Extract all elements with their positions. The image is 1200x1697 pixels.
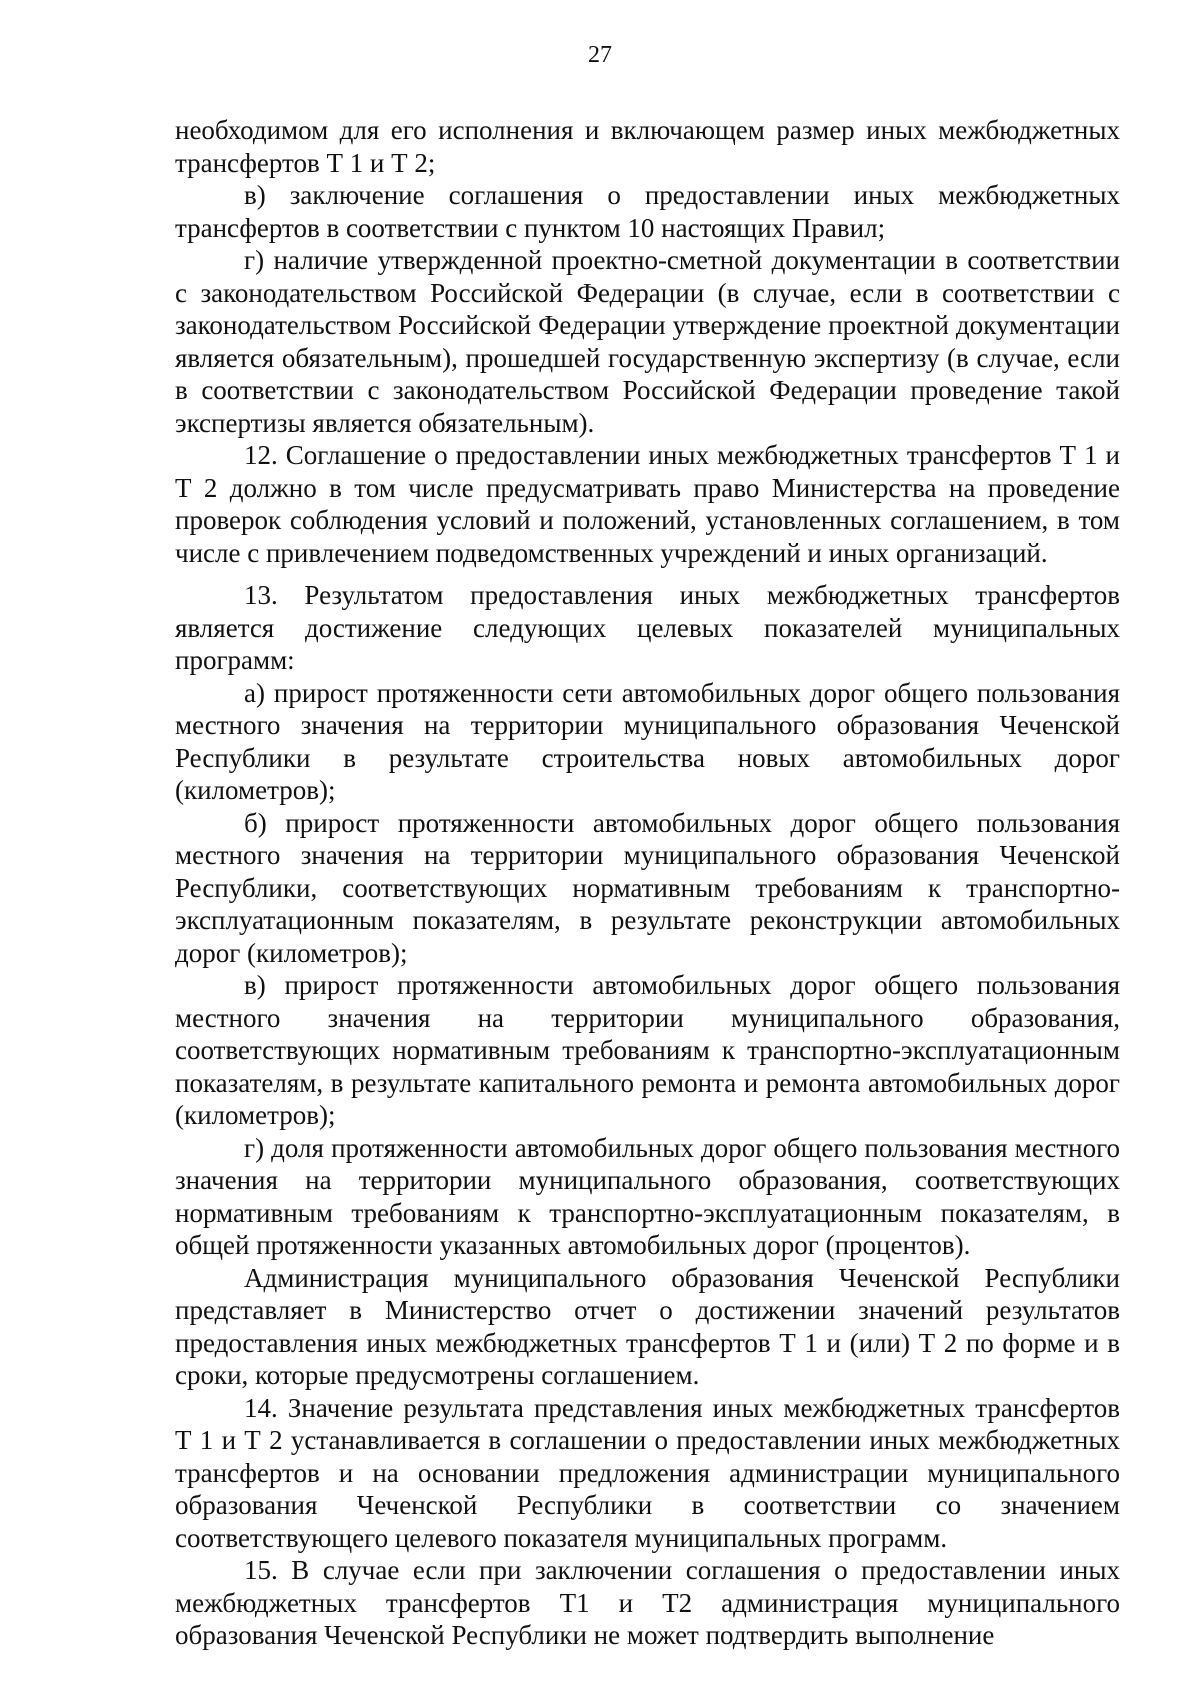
paragraph-13-item-g: г) доля протяженности автомобильных дорог общего пользования местного значения на территории муниципального образования, соответствующих нормативным требованиям к транспортно-эксплуатационным показателям, в общей протяженности указанных автомобильных дорог (процентов).: [175, 1132, 1120, 1260]
paragraph-item-g-documentation: г) наличие утвержденной проектно-сметной документации в соответствии с законодательством Российской Федерации (в случае, если в соответствии с законодательством Российской Федерации утверждение проектной документации является обязательным), прошедшей государственную экспертизу (в случае, если в соответствии с законодательством Российской Федерации проведение такой экспертизы является обязательным).: [175, 245, 1120, 438]
paragraph-14: 14. Значение результата представления иных межбюджетных трансфертов Т 1 и Т 2 устанавливается в соглашении о предоставлении иных межбюджетных трансфертов и на основании предложения администрации муниципального образования Чеченской Республики в соответствии со значением соответствующего целевого показателя муниципальных программ.: [175, 1392, 1120, 1553]
paragraph-15: 15. В случае если при заключении соглашения о предоставлении иных межбюджетных трансфертов Т1 и Т2 администрация муниципального образования Чеченской Республики не может подтвердить выполнение: [175, 1555, 1120, 1650]
paragraph-12: 12. Соглашение о предоставлении иных межбюджетных трансфертов Т 1 и Т 2 должно в том числе предусматривать право Министерства на проведение проверок соблюдения условий и положений, установленных соглашением, в том числе с привлечением подведомственных учреждений и иных организаций.: [175, 440, 1120, 568]
document-body: [175, 114, 1120, 1652]
paragraph-administration-report: Администрация муниципального образования Чеченской Республики представляет в Министерство отчет о достижении значений результатов предоставления иных межбюджетных трансфертов Т 1 и (или) Т 2 по форме и в сроки, которые предусмотрены соглашением.: [175, 1262, 1120, 1390]
page-number: 27: [588, 42, 612, 68]
paragraph-13-item-a: а) прирост протяженности сети автомобильных дорог общего пользования местного значения на территории муниципального образования Чеченской Республики в результате строительства новых автомобильных дорог (километров);: [175, 677, 1120, 805]
paragraph-13-item-b: б) прирост протяженности автомобильных дорог общего пользования местного значения на территории муниципального образования Чеченской Республики, соответствующих нормативным требованиям к транспортно-эксплуатационным показателям, в результате реконструкции автомобильных дорог (километров);: [175, 807, 1120, 968]
paragraph-13: 13. Результатом предоставления иных межбюджетных трансфертов является достижение следующих целевых показателей муниципальных программ:: [175, 580, 1120, 675]
paragraph-13-item-v: в) прирост протяженности автомобильных дорог общего пользования местного значения на территории муниципального образования, соответствующих нормативным требованиям к транспортно-эксплуатационным показателям, в результате капитального ремонта и ремонта автомобильных дорог (километров);: [175, 970, 1120, 1130]
paragraph-continuation: необходимом для его исполнения и включающем размер иных межбюджетных трансфертов Т 1 и Т 2;: [175, 115, 1120, 178]
paragraph-item-v-agreement: в) заключение соглашения о предоставлении иных межбюджетных трансфертов в соответствии с пунктом 10 настоящих Правил;: [175, 180, 1120, 243]
